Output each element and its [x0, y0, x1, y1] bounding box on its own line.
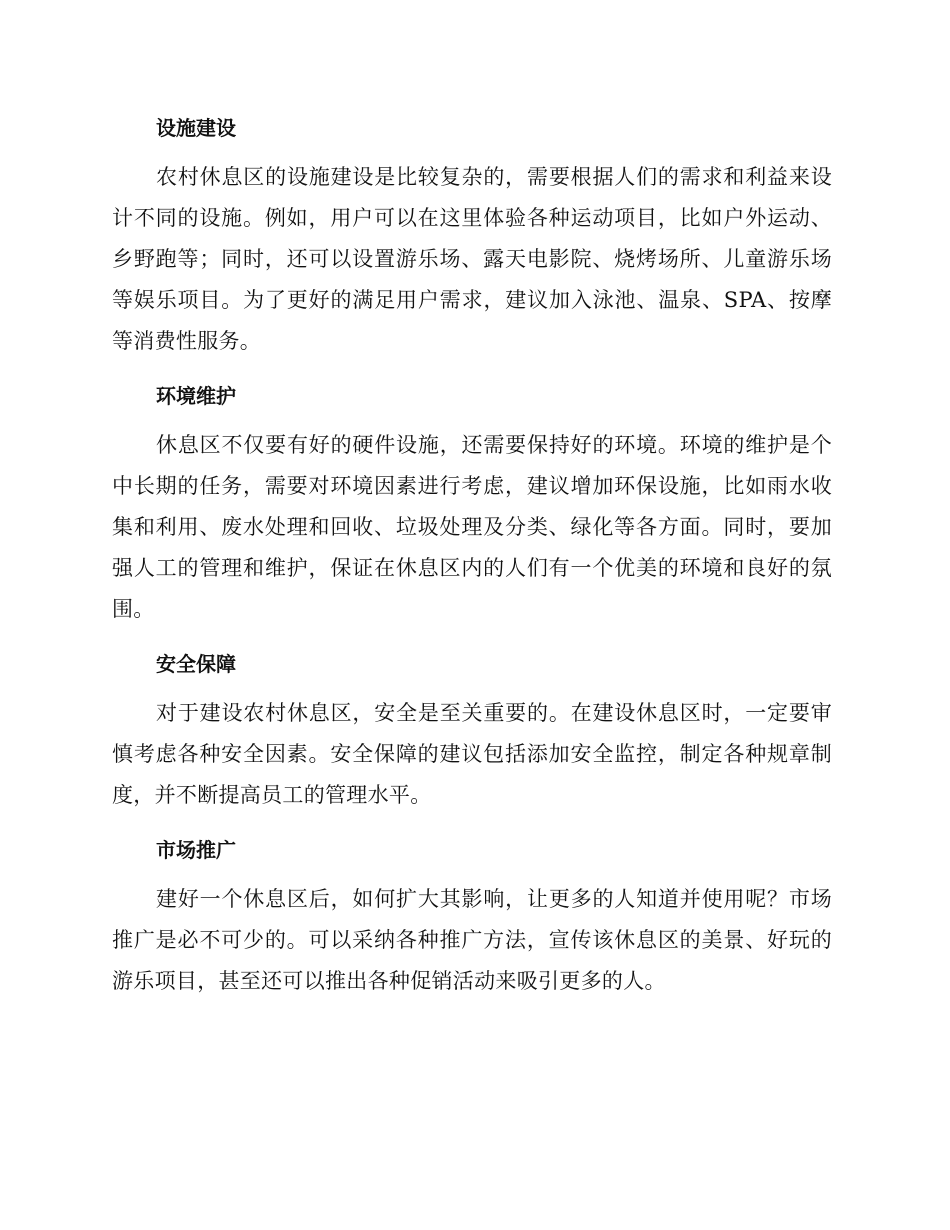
section-paragraph: 农村休息区的设施建设是比较复杂的，需要根据人们的需求和利益来设计不同的设施。例如，用户可以在这里体验各种运动项目，比如户外运动、乡野跑等；同时，还可以设置游乐场、露天电影院、烧烤场所、儿童游乐场等娱乐项目。为了更好的满足用户需求，建议加入泳池、温泉、SPA、按摩等消费性服务。 [112, 165, 832, 353]
section-safety [112, 644, 832, 816]
section-heading: 安全保障 [156, 652, 236, 676]
section-paragraph: 对于建设农村休息区，安全是至关重要的。在建设休息区时，一定要审慎考虑各种安全因素。安全保障的建议包括添加安全监控，制定各种规章制度，并不断提高员工的管理水平。 [112, 701, 832, 807]
section-marketing [112, 830, 832, 1002]
section-paragraph: 休息区不仅要有好的硬件设施，还需要保持好的环境。环境的维护是个中长期的任务，需要对环境因素进行考虑，建议增加环保设施，比如雨水收集和利用、废水处理和回收、垃圾处理及分类、绿化等各方面。同时，要加强人工的管理和维护，保证在休息区内的人们有一个优美的环境和良好的氛围。 [112, 433, 832, 621]
document-page [112, 108, 832, 1016]
section-heading: 市场推广 [156, 838, 236, 862]
section-heading: 环境维护 [156, 384, 236, 408]
section-heading: 设施建设 [156, 116, 236, 140]
section-facilities [112, 108, 832, 362]
section-environment [112, 376, 832, 630]
section-paragraph: 建好一个休息区后，如何扩大其影响，让更多的人知道并使用呢？市场推广是必不可少的。可以采纳各种推广方法，宣传该休息区的美景、好玩的游乐项目，甚至还可以推出各种促销活动来吸引更多的人。 [112, 887, 832, 993]
